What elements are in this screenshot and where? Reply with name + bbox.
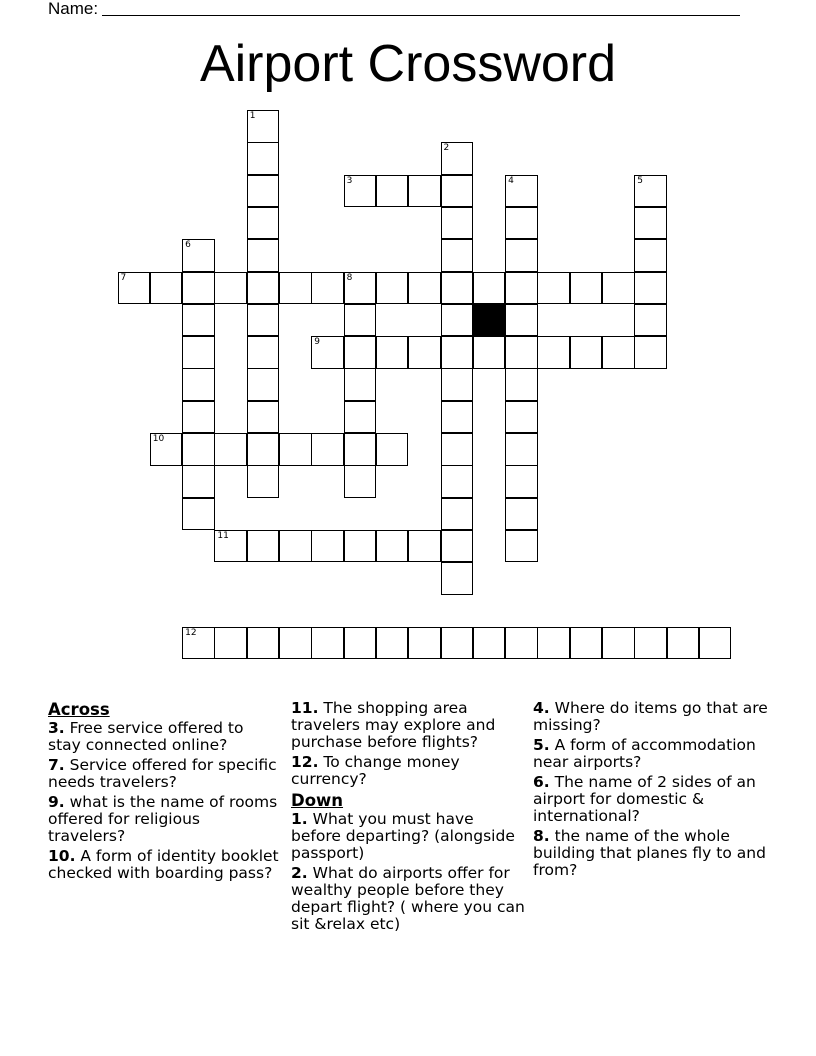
crossword-cell[interactable]	[344, 304, 377, 337]
clue-item	[48, 794, 280, 845]
crossword-cell[interactable]	[634, 272, 667, 305]
crossword-cell[interactable]	[118, 272, 151, 305]
crossword-cell[interactable]	[408, 336, 441, 369]
clue-text: To change money currency?	[291, 753, 460, 788]
crossword-cell[interactable]	[150, 272, 183, 305]
crossword-cell[interactable]	[182, 368, 215, 401]
clue-num: 9.	[48, 793, 65, 811]
clue-num: 5.	[533, 736, 550, 754]
clue-text: Service offered for specific needs travelers?	[48, 756, 277, 791]
clue-num: 10.	[48, 847, 76, 865]
crossword-cell[interactable]	[279, 530, 312, 563]
crossword-cell[interactable]	[182, 336, 215, 369]
crossword-cell[interactable]	[634, 336, 667, 369]
crossword-cell[interactable]	[505, 239, 538, 272]
clue-number: 1	[249, 111, 256, 121]
clue-text: the name of the whole building that planes fly to and from?	[533, 827, 766, 879]
clues-column-2	[291, 700, 527, 936]
crossword-cell[interactable]	[441, 272, 474, 305]
crossword-cell[interactable]	[408, 530, 441, 563]
clue-item	[533, 774, 773, 825]
crossword-cell[interactable]	[602, 272, 635, 305]
clue-item	[291, 754, 527, 788]
clue-num: 2.	[291, 864, 308, 882]
crossword-cell[interactable]	[214, 627, 247, 660]
crossword-cell[interactable]	[247, 465, 280, 498]
crossword-cell[interactable]	[247, 433, 280, 466]
clue-num: 7.	[48, 756, 65, 774]
crossword-cell[interactable]	[182, 401, 215, 434]
crossword-cell[interactable]	[376, 627, 409, 660]
crossword-cell[interactable]	[311, 272, 344, 305]
crossword-cell[interactable]	[505, 498, 538, 531]
crossword-cell[interactable]	[441, 627, 474, 660]
clue-text: A form of identity booklet checked with boarding pass?	[48, 847, 279, 882]
crossword-cell[interactable]	[247, 110, 280, 143]
crossword-cell[interactable]	[634, 304, 667, 337]
crossword-cell[interactable]	[214, 433, 247, 466]
crossword-cell[interactable]	[570, 627, 603, 660]
crossword-cell[interactable]	[182, 498, 215, 531]
clue-text: Where do items go that are missing?	[533, 699, 768, 734]
crossword-cell[interactable]	[247, 207, 280, 240]
clue-text: The shopping area travelers may explore and purchase before flights?	[291, 699, 496, 751]
crossword-cell[interactable]	[505, 530, 538, 563]
crossword-cell[interactable]	[634, 239, 667, 272]
name-label: Name:	[48, 0, 99, 18]
crossword-cell[interactable]	[376, 530, 409, 563]
clue-num: 1.	[291, 810, 308, 828]
crossword-cell[interactable]	[182, 272, 215, 305]
page-title: Airport Crossword	[199, 35, 617, 93]
down-heading: Down	[291, 791, 344, 810]
crossword-cell[interactable]	[634, 175, 667, 208]
crossword-cell[interactable]	[247, 142, 280, 175]
crossword-cell[interactable]	[473, 272, 506, 305]
clue-num: 12.	[291, 753, 319, 771]
crossword-cell[interactable]	[182, 304, 215, 337]
crossword-cell[interactable]	[602, 627, 635, 660]
clue-number: 10	[152, 434, 165, 444]
crossword-cell[interactable]	[537, 627, 570, 660]
clue-num: 4.	[533, 699, 550, 717]
crossword-cell[interactable]	[214, 272, 247, 305]
clue-item	[291, 700, 527, 751]
crossword-cell[interactable]	[441, 207, 474, 240]
clue-item	[48, 757, 280, 791]
crossword-cell[interactable]	[247, 336, 280, 369]
clue-number: 5	[637, 175, 644, 186]
crossword-cell[interactable]	[537, 272, 570, 305]
crossword-cell[interactable]	[441, 336, 474, 369]
clue-num: 8.	[533, 827, 550, 845]
crossword-cell[interactable]	[634, 627, 667, 660]
crossword-cell[interactable]	[311, 530, 344, 563]
crossword-cell[interactable]	[376, 175, 409, 208]
crossword-cell[interactable]	[505, 401, 538, 434]
crossword-cell[interactable]	[311, 433, 344, 466]
crossword-cell[interactable]	[537, 336, 570, 369]
crossword-cell[interactable]	[344, 175, 377, 208]
crossword-cell[interactable]	[667, 627, 700, 660]
crossword-cell[interactable]	[182, 433, 215, 466]
clue-num: 6.	[533, 773, 550, 791]
crossword-cell[interactable]	[441, 175, 474, 208]
crossword-cell[interactable]	[408, 627, 441, 660]
crossword-cell[interactable]	[441, 465, 474, 498]
across-heading: Across	[48, 700, 110, 719]
crossword-cell[interactable]	[344, 433, 377, 466]
crossword-cell[interactable]	[344, 368, 377, 401]
crossword-cell[interactable]	[570, 272, 603, 305]
clue-number: 9	[314, 337, 321, 348]
crossword-cell[interactable]	[344, 401, 377, 434]
crossword-cell[interactable]	[505, 465, 538, 498]
clue-text: Free service offered to stay connected online?	[48, 719, 244, 754]
crossword-cell[interactable]	[505, 175, 538, 208]
clue-number: 12	[185, 627, 197, 638]
crossword-cell[interactable]	[441, 530, 474, 563]
crossword-cell[interactable]	[247, 239, 280, 272]
crossword-cell[interactable]	[344, 336, 377, 369]
crossword-cell[interactable]	[505, 207, 538, 240]
clue-number: 3	[346, 175, 353, 186]
clue-text: what is the name of rooms offered for religious travelers?	[48, 793, 278, 845]
clue-number: 7	[120, 272, 127, 283]
clue-item	[533, 828, 773, 879]
crossword-cell[interactable]	[376, 272, 409, 305]
crossword-cell[interactable]	[699, 627, 732, 660]
clue-item	[533, 737, 773, 771]
crossword-cell[interactable]	[344, 530, 377, 563]
crossword-cell[interactable]	[441, 239, 474, 272]
crossword-cell[interactable]	[408, 272, 441, 305]
crossword-cell[interactable]	[279, 272, 312, 305]
crossword-cell[interactable]	[247, 175, 280, 208]
crossword-cell[interactable]	[311, 627, 344, 660]
crossword-cell[interactable]	[505, 304, 538, 337]
crossword-cell[interactable]	[344, 627, 377, 660]
crossword-cell[interactable]	[505, 433, 538, 466]
crossword-cell[interactable]	[505, 336, 538, 369]
clue-item	[291, 865, 527, 933]
crossword-cell[interactable]	[247, 272, 280, 305]
crossword-cell[interactable]	[344, 272, 377, 305]
clue-number: 8	[346, 272, 353, 283]
clue-item	[533, 700, 773, 734]
crossword-cell[interactable]	[279, 627, 312, 660]
crossword-cell[interactable]	[441, 142, 474, 175]
crossword-cell[interactable]	[602, 336, 635, 369]
crossword-cell[interactable]	[441, 498, 474, 531]
crossword-cell[interactable]	[441, 304, 474, 337]
crossword-cell[interactable]	[441, 368, 474, 401]
clue-number: 2	[443, 143, 450, 154]
crossword-cell[interactable]	[473, 336, 506, 369]
crossword-cell[interactable]	[473, 627, 506, 660]
crossword-cell[interactable]	[376, 433, 409, 466]
clues-column-1	[48, 700, 280, 885]
clue-number: 4	[508, 175, 514, 186]
crossword-cell[interactable]	[408, 175, 441, 208]
clue-num: 3.	[48, 719, 65, 737]
clue-number: 6	[185, 240, 191, 251]
crossword-cell[interactable]	[182, 465, 215, 498]
clue-text: A form of accommodation near airports?	[533, 736, 756, 771]
crossword-cell[interactable]	[247, 304, 280, 337]
clue-number: 11	[217, 530, 229, 541]
crossword-cell[interactable]	[279, 433, 312, 466]
clue-text: What you must have before departing? (alongside passport)	[291, 810, 515, 862]
crossword-cell[interactable]	[247, 530, 280, 563]
clues-column-3	[533, 700, 773, 882]
crossword-cell[interactable]	[344, 465, 377, 498]
crossword-cell[interactable]	[182, 239, 215, 272]
crossword-cell[interactable]	[376, 336, 409, 369]
crossword-cell[interactable]	[441, 433, 474, 466]
clue-num: 11.	[291, 699, 319, 717]
crossword-cell[interactable]	[441, 562, 474, 595]
crossword-cell[interactable]	[570, 336, 603, 369]
crossword-cell[interactable]	[214, 530, 247, 563]
crossword-cell[interactable]	[634, 207, 667, 240]
crossword-cell[interactable]	[247, 368, 280, 401]
crossword-cell[interactable]	[311, 336, 344, 369]
crossword-cell[interactable]	[505, 627, 538, 660]
black-square	[473, 304, 506, 337]
clue-item	[48, 720, 280, 754]
crossword-cell[interactable]	[505, 272, 538, 305]
crossword-cell[interactable]	[150, 433, 183, 466]
crossword-cell[interactable]	[441, 401, 474, 434]
crossword-cell[interactable]	[247, 627, 280, 660]
clue-item	[48, 848, 280, 882]
crossword-cell[interactable]	[505, 368, 538, 401]
clue-text: The name of 2 sides of an airport for domestic & international?	[533, 773, 756, 825]
crossword-cell[interactable]	[182, 627, 215, 660]
clue-text: What do airports offer for wealthy people before they depart flight? ( where you can sit &relax etc)	[291, 864, 525, 933]
crossword-cell[interactable]	[247, 401, 280, 434]
clue-item	[291, 811, 527, 862]
